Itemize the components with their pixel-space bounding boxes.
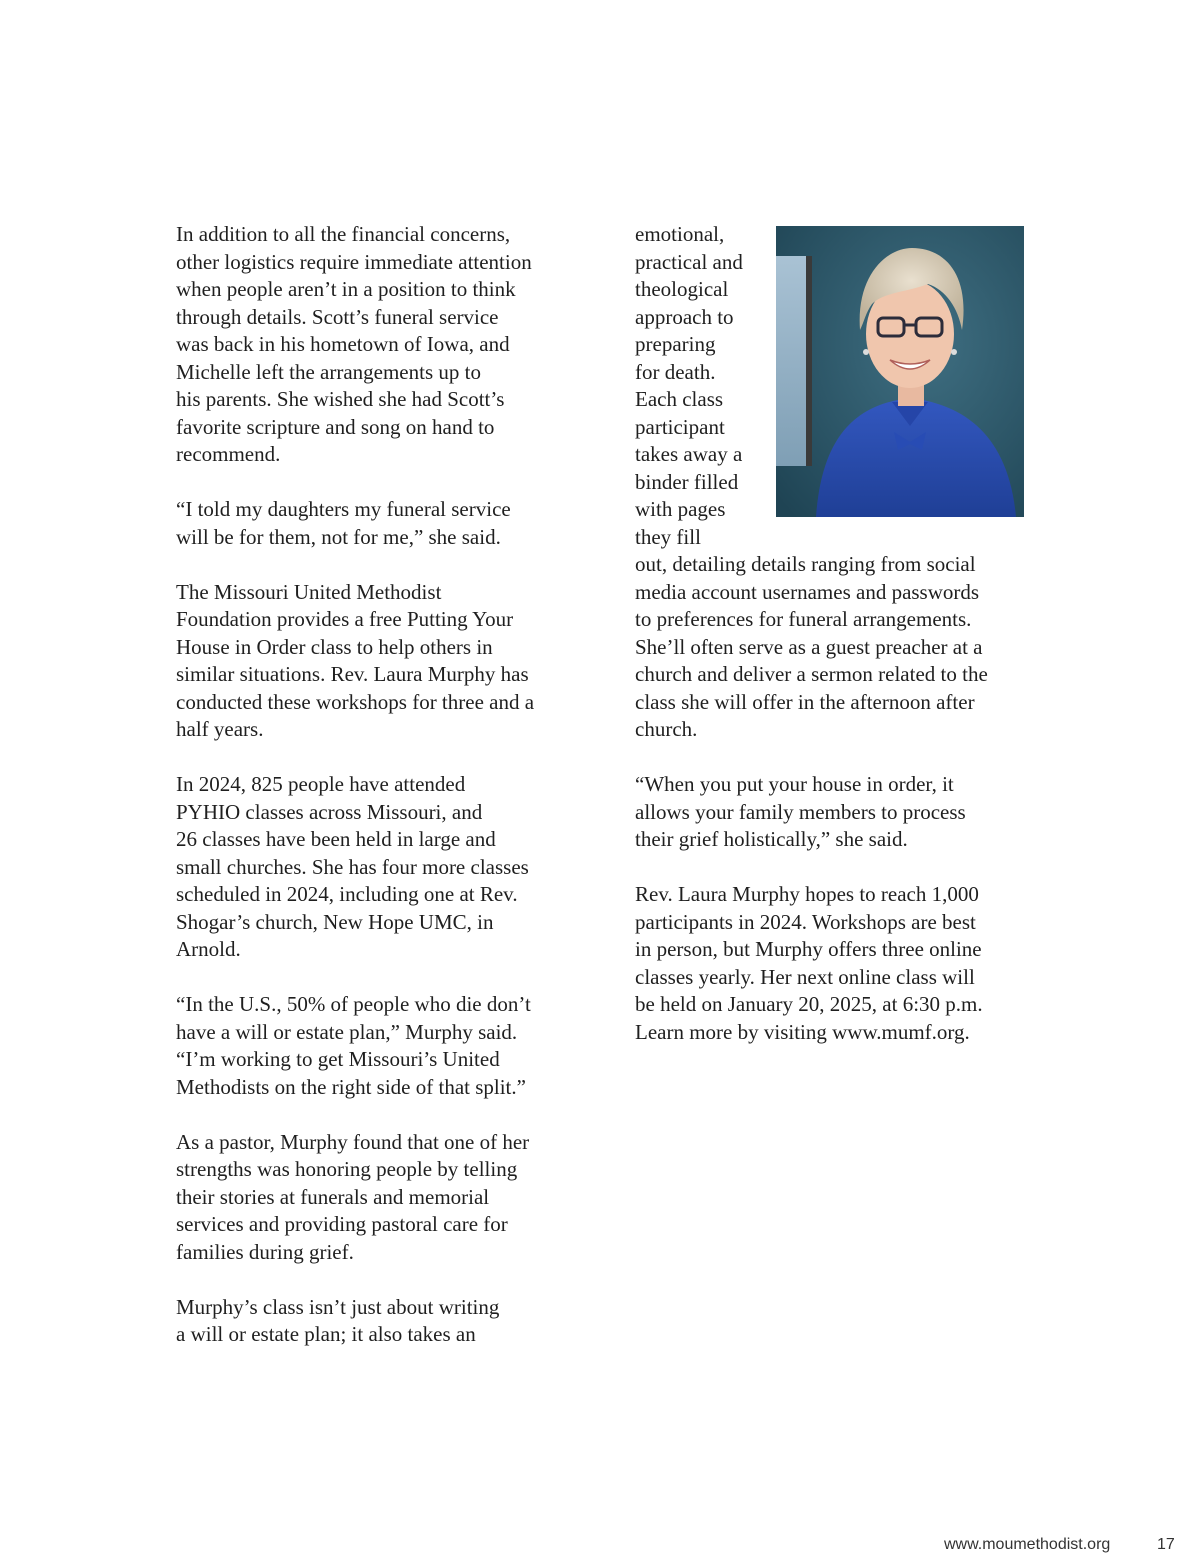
left-paragraph-4 bbox=[176, 771, 576, 964]
text-line: Arnold. bbox=[176, 937, 241, 961]
text-line: She’ll often serve as a guest preacher at a bbox=[635, 634, 983, 659]
text-line: be held on January 20, 2025, at 6:30 p.m. bbox=[635, 992, 983, 1016]
text-line: church. bbox=[635, 717, 698, 741]
text-line: Each class bbox=[635, 387, 724, 411]
text-line: in person, but Murphy offers three online bbox=[635, 937, 982, 961]
text-line: PYHIO classes across Missouri, and bbox=[176, 799, 483, 824]
text-line: Murphy’s class isn’t just about writing bbox=[176, 1294, 500, 1319]
text-line: classes yearly. Her next online class will bbox=[635, 964, 975, 989]
text-line: recommend. bbox=[176, 442, 281, 466]
paragraph-gap bbox=[176, 964, 576, 992]
paragraph-gap bbox=[176, 1101, 576, 1129]
text-line: “When you put your house in order, it bbox=[635, 772, 954, 796]
text-line: “I’m working to get Missouri’s United bbox=[176, 1047, 500, 1071]
left-text-column bbox=[176, 221, 576, 1349]
left-paragraph-6 bbox=[176, 1129, 576, 1267]
text-line: participants in 2024. Workshops are best bbox=[635, 909, 976, 934]
left-paragraph-1 bbox=[176, 221, 576, 469]
footer-website-url: www.moumethodist.org bbox=[944, 1536, 1111, 1553]
paragraph-gap bbox=[176, 469, 576, 497]
text-line: preparing bbox=[635, 332, 716, 356]
right-paragraph-3 bbox=[635, 881, 1035, 1046]
left-paragraph-7 bbox=[176, 1294, 576, 1349]
text-line: takes away a bbox=[635, 442, 743, 466]
text-line: Rev. Laura Murphy hopes to reach 1,000 bbox=[635, 882, 979, 906]
text-line: through details. Scott’s funeral service bbox=[176, 304, 499, 329]
text-line: have a will or estate plan,” Murphy said. bbox=[176, 1019, 518, 1044]
text-line: Learn more by visiting www.mumf.org. bbox=[635, 1019, 970, 1044]
text-line: binder filled bbox=[635, 469, 739, 494]
text-line: out, detailing details ranging from social bbox=[635, 552, 976, 576]
text-line: participant bbox=[635, 414, 725, 439]
text-line: small churches. She has four more classes bbox=[176, 854, 529, 879]
paragraph-gap bbox=[635, 854, 1035, 882]
paragraph-gap bbox=[176, 551, 576, 579]
portrait-photo bbox=[776, 226, 1024, 517]
text-line: favorite scripture and song on hand to bbox=[176, 414, 495, 439]
text-line: for death. bbox=[635, 359, 716, 384]
text-line: their stories at funerals and memorial bbox=[176, 1184, 490, 1209]
text-line: a will or estate plan; it also takes an bbox=[176, 1322, 476, 1346]
text-line: Foundation provides a free Putting Your bbox=[176, 607, 514, 631]
text-line: they fill bbox=[635, 524, 701, 549]
text-line: Methodists on the right side of that split.” bbox=[176, 1074, 526, 1099]
text-line: to preferences for funeral arrangements. bbox=[635, 607, 972, 631]
text-line: families during grief. bbox=[176, 1239, 354, 1264]
left-paragraph-5 bbox=[176, 991, 576, 1101]
text-line: class she will offer in the afternoon after bbox=[635, 689, 975, 714]
text-line: 26 classes have been held in large and bbox=[176, 827, 496, 851]
text-line: half years. bbox=[176, 717, 264, 741]
paragraph-gap bbox=[635, 744, 1035, 772]
text-line: was back in his hometown of Iowa, and bbox=[176, 332, 510, 356]
text-line: In addition to all the financial concerns, bbox=[176, 222, 511, 246]
text-line: Michelle left the arrangements up to bbox=[176, 359, 481, 384]
text-line: approach to bbox=[635, 304, 734, 329]
text-line: allows your family members to process bbox=[635, 799, 966, 824]
text-line: similar situations. Rev. Laura Murphy has bbox=[176, 662, 529, 686]
left-paragraph-3 bbox=[176, 579, 576, 744]
page-number: 17 bbox=[1157, 1536, 1175, 1553]
text-line: their grief holistically,” she said. bbox=[635, 827, 908, 851]
text-line: As a pastor, Murphy found that one of her bbox=[176, 1129, 530, 1154]
text-line: The Missouri United Methodist bbox=[176, 579, 442, 604]
text-line: will be for them, not for me,” she said. bbox=[176, 524, 501, 549]
text-line: media account usernames and passwords bbox=[635, 579, 980, 604]
text-line: strengths was honoring people by telling bbox=[176, 1157, 518, 1181]
text-line: church and deliver a sermon related to the bbox=[635, 662, 988, 686]
text-line: House in Order class to help others in bbox=[176, 634, 493, 659]
text-line: “I told my daughters my funeral service bbox=[176, 497, 511, 521]
text-line: emotional, bbox=[635, 222, 725, 246]
text-line: “In the U.S., 50% of people who die don’t bbox=[176, 992, 531, 1016]
text-line: scheduled in 2024, including one at Rev. bbox=[176, 882, 518, 906]
text-line: In 2024, 825 people have attended bbox=[176, 772, 466, 796]
paragraph-gap bbox=[176, 744, 576, 772]
paragraph-gap bbox=[176, 1266, 576, 1294]
text-line: with pages bbox=[635, 497, 726, 521]
text-line: Shogar’s church, New Hope UMC, in bbox=[176, 909, 494, 934]
text-line: theological bbox=[635, 277, 729, 301]
text-line: other logistics require immediate attention bbox=[176, 249, 532, 274]
text-line: when people aren’t in a position to think bbox=[176, 277, 516, 301]
text-line: services and providing pastoral care for bbox=[176, 1212, 508, 1236]
text-line: conducted these workshops for three and a bbox=[176, 689, 535, 714]
text-line: his parents. She wished she had Scott’s bbox=[176, 387, 505, 411]
right-paragraph-2 bbox=[635, 771, 1035, 854]
left-paragraph-2 bbox=[176, 496, 576, 551]
text-line: practical and bbox=[635, 249, 743, 274]
